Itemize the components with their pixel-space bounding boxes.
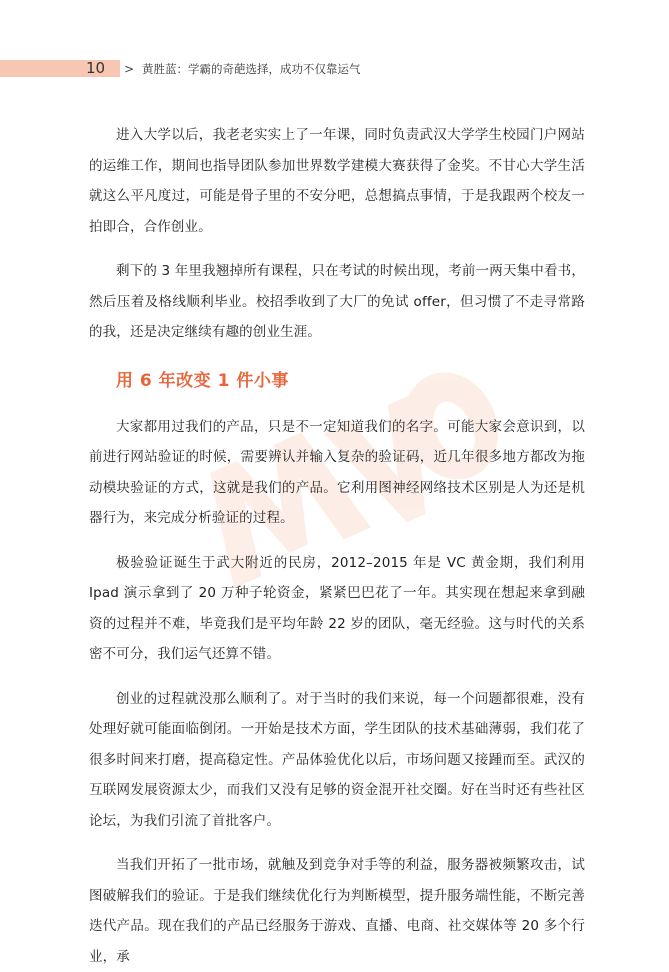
paragraph: 进入大学以后，我老老实实上了一年课，同时负责武汉大学学生校园门户网站的运维工作，期间也指导团队参加世界数学建模大赛获得了金奖。不甘心大学生活就这么平凡度过，可能是骨子里的不安分吧，总想搞点事情，于是我跟两个校友一拍即合，合作创业。 xyxy=(89,127,585,235)
paragraph: 大家都用过我们的产品，只是不一定知道我们的名字。可能大家会意识到，以前进行网站验证的时候，需要辨认并输入复杂的验证码，近几年很多地方都改为拖动模块验证的方式，这就是我们的产品。它利用图神经网络技术区别是人为还是机器行为，来完成分析验证的过程。 xyxy=(89,418,585,526)
header-arrow: > xyxy=(124,62,135,76)
section-title: 用 6 年改变 1 件小事 xyxy=(116,370,289,391)
paragraph: 极验验证诞生于武大附近的民房，2012–2015 年是 VC 黄金期，我们利用 Ipad 演示拿到了 20 万种子轮资金，紧紧巴巴花了一年。其实现在想起来拿到融资的过程并不难，毕竟我们是平均年龄 22 岁的团队，毫无经验。这与时代的关系密不可分，我们运气还算不错。 xyxy=(89,554,585,662)
running-head: 黄胜蓝：学霸的奇葩选择，成功不仅靠运气 xyxy=(142,62,361,76)
page-number: 10 xyxy=(86,59,106,77)
page-body xyxy=(89,120,585,972)
paragraph: 当我们开拓了一批市场，就触及到竞争对手等的利益，服务器被频繁攻击，试图破解我们的验证。于是我们继续优化行为判断模型，提升服务端性能，不断完善迭代产品。现在我们的产品已经服务于游戏、直播、电商、社交媒体等 20 多个行业，承 xyxy=(89,857,585,965)
paragraph: 剩下的 3 年里我翘掉所有课程，只在考试的时候出现，考前一两天集中看书，然后压着及格线顺利毕业。校招季收到了大厂的免试 offer，但习惯了不走寻常路的我，还是决定继续有趣的创业生涯。 xyxy=(89,263,585,340)
paragraph: 创业的过程就没那么顺利了。对于当时的我们来说，每一个问题都很难，没有处理好就可能面临倒闭。一开始是技术方面，学生团队的技术基础薄弱，我们花了很多时间来打磨，提高稳定性。产品体验优化以后，市场问题又接踵而至。武汉的互联网发展资源太少，而我们又没有足够的资金混开社交圈。好在当时还有些社区论坛，为我们引流了首批客户。 xyxy=(89,690,585,829)
